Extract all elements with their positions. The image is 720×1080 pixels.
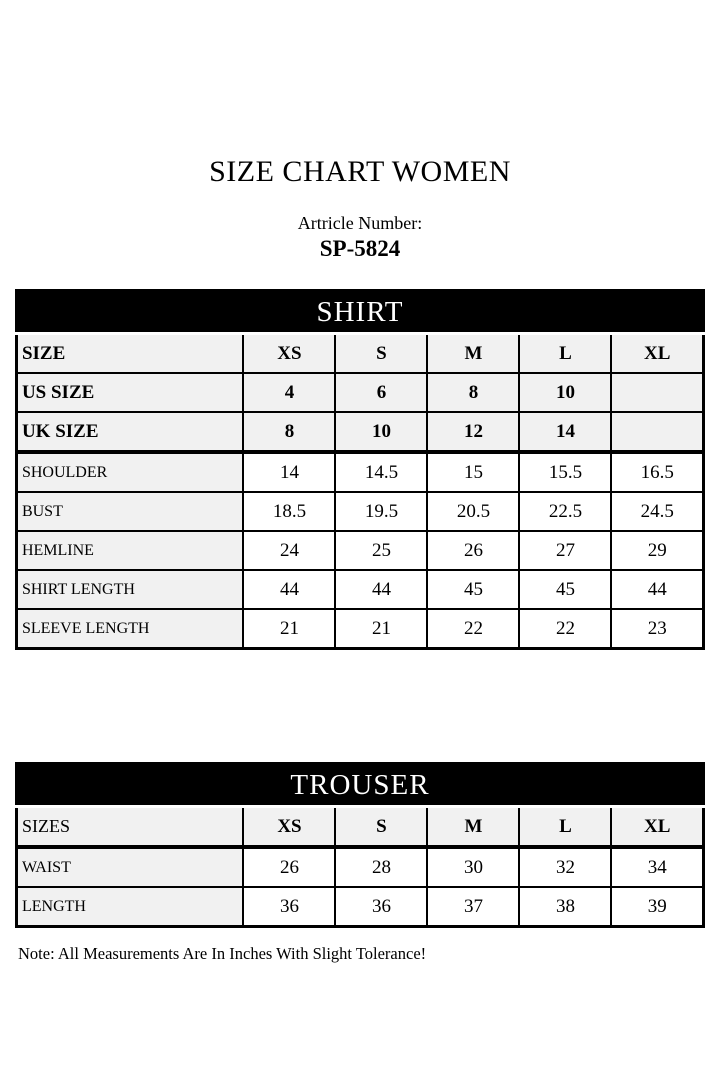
value-cell: 38: [519, 887, 611, 927]
value-cell: 19.5: [335, 492, 427, 531]
row-label-cell: SHOULDER: [16, 452, 243, 492]
value-cell: 44: [611, 570, 703, 609]
value-cell: 44: [335, 570, 427, 609]
value-cell: 22: [519, 609, 611, 649]
value-cell: 26: [427, 531, 519, 570]
table-row: [16, 452, 703, 492]
shirt-table-title: SHIRT: [16, 291, 703, 334]
value-cell: XL: [611, 334, 703, 374]
value-cell: S: [335, 334, 427, 374]
table-row: [16, 492, 703, 531]
page-title: SIZE CHART WOMEN: [209, 155, 511, 188]
row-label-cell: SIZES: [16, 807, 243, 848]
table-row: [16, 887, 703, 927]
table-row: [16, 847, 703, 887]
value-cell: 45: [519, 570, 611, 609]
value-cell: 14: [519, 412, 611, 452]
value-cell: 10: [335, 412, 427, 452]
value-cell: L: [519, 334, 611, 374]
value-cell: 39: [611, 887, 703, 927]
value-cell: 44: [243, 570, 335, 609]
value-cell: 45: [427, 570, 519, 609]
value-cell: 36: [243, 887, 335, 927]
value-cell: M: [427, 334, 519, 374]
value-cell: 25: [335, 531, 427, 570]
value-cell: 15.5: [519, 452, 611, 492]
value-cell: XS: [243, 807, 335, 848]
value-cell: 29: [611, 531, 703, 570]
value-cell: XL: [611, 807, 703, 848]
value-cell: XS: [243, 334, 335, 374]
row-label-cell: US SIZE: [16, 373, 243, 412]
value-cell: 26: [243, 847, 335, 887]
table-row: [16, 609, 703, 649]
value-cell: [611, 412, 703, 452]
value-cell: 22: [427, 609, 519, 649]
value-cell: L: [519, 807, 611, 848]
value-cell: 21: [335, 609, 427, 649]
article-number-label: Artricle Number:: [297, 213, 423, 233]
row-label-cell: LENGTH: [16, 887, 243, 927]
value-cell: S: [335, 807, 427, 848]
row-label-cell: HEMLINE: [16, 531, 243, 570]
value-cell: 8: [243, 412, 335, 452]
value-cell: 20.5: [427, 492, 519, 531]
value-cell: 16.5: [611, 452, 703, 492]
table-row: [16, 764, 703, 807]
value-cell: 21: [243, 609, 335, 649]
value-cell: 8: [427, 373, 519, 412]
value-cell: 37: [427, 887, 519, 927]
value-cell: 14: [243, 452, 335, 492]
measurement-note: Note: All Measurements Are In Inches With Slight Tolerance!: [18, 944, 427, 963]
value-cell: 30: [427, 847, 519, 887]
value-cell: 23: [611, 609, 703, 649]
value-cell: 12: [427, 412, 519, 452]
value-cell: 32: [519, 847, 611, 887]
trouser-size-table: [15, 762, 705, 928]
table-row: [16, 291, 703, 334]
table-row: [16, 807, 703, 848]
value-cell: 14.5: [335, 452, 427, 492]
row-label-cell: SIZE: [16, 334, 243, 374]
value-cell: 10: [519, 373, 611, 412]
value-cell: 6: [335, 373, 427, 412]
trouser-table-title: TROUSER: [16, 764, 703, 807]
row-label-cell: SLEEVE LENGTH: [16, 609, 243, 649]
value-cell: 36: [335, 887, 427, 927]
value-cell: 27: [519, 531, 611, 570]
table-row: [16, 531, 703, 570]
value-cell: 22.5: [519, 492, 611, 531]
article-number-value: SP-5824: [319, 236, 401, 261]
table-row: [16, 570, 703, 609]
value-cell: 24.5: [611, 492, 703, 531]
row-label-cell: SHIRT LENGTH: [16, 570, 243, 609]
row-label-cell: UK SIZE: [16, 412, 243, 452]
value-cell: 34: [611, 847, 703, 887]
value-cell: M: [427, 807, 519, 848]
table-row: [16, 373, 703, 412]
row-label-cell: WAIST: [16, 847, 243, 887]
value-cell: 18.5: [243, 492, 335, 531]
shirt-size-table: [15, 289, 705, 650]
table-row: [16, 334, 703, 374]
value-cell: 24: [243, 531, 335, 570]
value-cell: 28: [335, 847, 427, 887]
table-row: [16, 412, 703, 452]
row-label-cell: BUST: [16, 492, 243, 531]
value-cell: 15: [427, 452, 519, 492]
value-cell: 4: [243, 373, 335, 412]
value-cell: [611, 373, 703, 412]
